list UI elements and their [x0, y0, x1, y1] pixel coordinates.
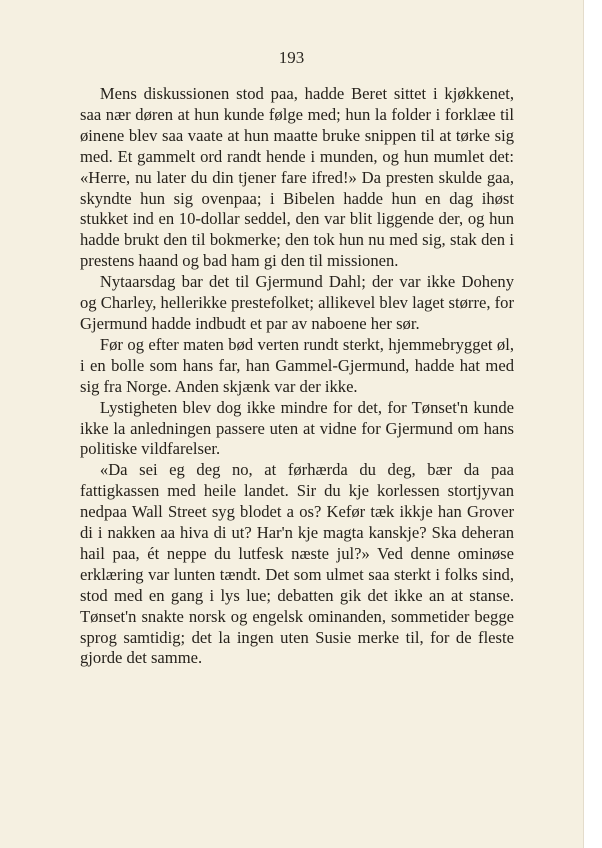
page-edge — [583, 0, 602, 848]
paragraph-4: Lystigheten blev dog ikke mindre for det, for Tønset'n kunde ikke la anledningen passere uten at vidne for Gjermund om hans politiske vildfarelser. — [80, 397, 514, 459]
paragraph-3: Før og efter maten bød verten rundt sterkt, hjemmebrygget øl, i en bolle som hans far, han Gammel-Gjermund, hadde hat med sig fra Norge. Anden skjænk var der ikke. — [80, 334, 514, 396]
body-text — [80, 84, 514, 669]
paragraph-5: «Da sei eg deg no, at førhærda du deg, bær da paa fattigkassen med heile landet. Sir du kje korlessen stortjyvan nedpaa Wall Street syg blodet a os? Kefør tæk ikkje han Grover di i nakken aa hiva di ut? Har'n kje magta kanskje? Ska deheran hail paa, ét neppe du lutfesk næste jul?» Ved denne ominøse erklæring var lunten tændt. Det som ulmet saa sterkt i folks sind, stod med en gang i lys lue; debatten gik det ikke an at stanse. Tønset'n snakte norsk og engelsk ominanden, sommetider begge sprog samtidig; det la ingen uten Susie merke til, for de fleste gjorde det samme. — [80, 460, 514, 668]
page-number: 193 — [278, 48, 305, 67]
paragraph-2: Nytaarsdag bar det til Gjermund Dahl; der var ikke Doheny og Charley, hellerikke prestefolket; allikevel blev laget større, for Gjermund hadde indbudt et par av naboene her sør. — [80, 272, 514, 333]
paragraph-1: Mens diskussionen stod paa, hadde Beret sittet i kjøkkenet, saa nær døren at hun kunde følge med; hun la folder i forklæe til øinene blev saa vaate at hun maatte bruke snippen til at tørke sig med. Et gammelt ord randt hende i munden, og hun mumlet det: «Herre, nu later du din tjener fare ifred!» Da presten skulde gaa, skyndte hun sig ovenpaa; i Bibelen hadde hun en dag ihøst stukket ind en 10-dollar seddel, den var blit liggende der, og hun hadde brukt den til bokmerke; den tok hun nu med sig, stak den i prestens haand og bad ham gi den til missionen. — [80, 84, 514, 271]
